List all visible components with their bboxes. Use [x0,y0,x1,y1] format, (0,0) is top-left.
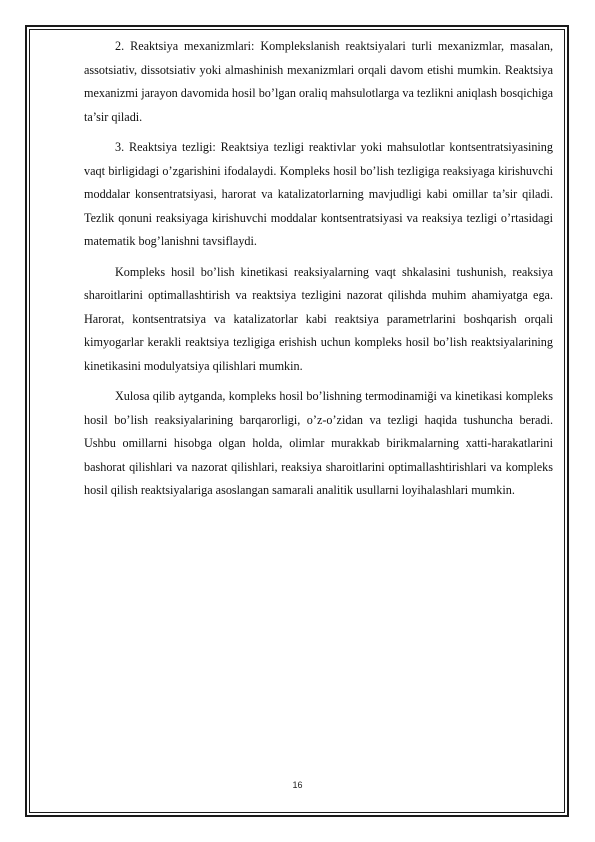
paragraph-reaction-mechanisms: 2. Reaktsiya mexanizmlari: Komplekslanish reaktsiyalari turli mexanizmlar, masalan, assotsiativ, dissotsiativ yoki almashinish mexanizmlari orqali davom etishi mumkin. Reaktsiya mexanizmi jarayon davomida hosil bo’lgan oraliq mahsulotlarga va tezlikni aniqlash bosqichiga ta’sir qiladi. [84,39,553,124]
page-number: 16 [292,780,303,790]
document-body [84,35,553,510]
paragraph-reaction-rate: 3. Reaktsiya tezligi: Reaktsiya tezligi reaktivlar yoki mahsulotlar kontsentratsiyasining vaqt birligidagi o’zgarishini ifodalaydi. Kompleks hosil bo’lish tezligiga reaksiyaga kirishuvchi moddalar konsentratsiyasi, harorat va katalizatorlarning mavjudligi kabi omillar ta’sir qiladi. Tezlik qonuni reaksiyaga kirishuvchi moddalar kontsentratsiyasi va reaksiya tezligi o’rtasidagi matematik bog’lanishni tavsiflaydi. [84,140,553,248]
paragraph-conclusion: Xulosa qilib aytganda, kompleks hosil bo’lishning termodinamiği va kinetikasi kompleks hosil bo’lish reaksiyalarining barqarorligi, o’z-o’zidan va tezligi haqida tushuncha beradi. Ushbu omillarni hisobga olgan holda, olimlar murakkab birikmalarning xatti-harakatlarini bashorat qilishlari va nazorat qilishlari, reaksiya sharoitlarini optimallashtirishlari va kompleks hosil qilish reaktsiyalariga asoslangan samarali analitik usullarni loyihalashlari mumkin. [84,389,553,497]
paragraph-kinetics: Kompleks hosil bo’lish kinetikasi reaksiyalarning vaqt shkalasini tushunish, reaksiya sharoitlarini optimallashtirish va reaktsiya tezligini nazorat qilishda muhim ahamiyatga ega. Harorat, kontsentratsiya va katalizatorlar kabi reaktsiya parametrlarini boshqarish orqali kimyogarlar kerakli reaktsiya tezligiga erishish uchun kompleks hosil bo’lish reaktsiyalarining kinetikasini modulyatsiya qilishlari mumkin. [84,264,553,373]
